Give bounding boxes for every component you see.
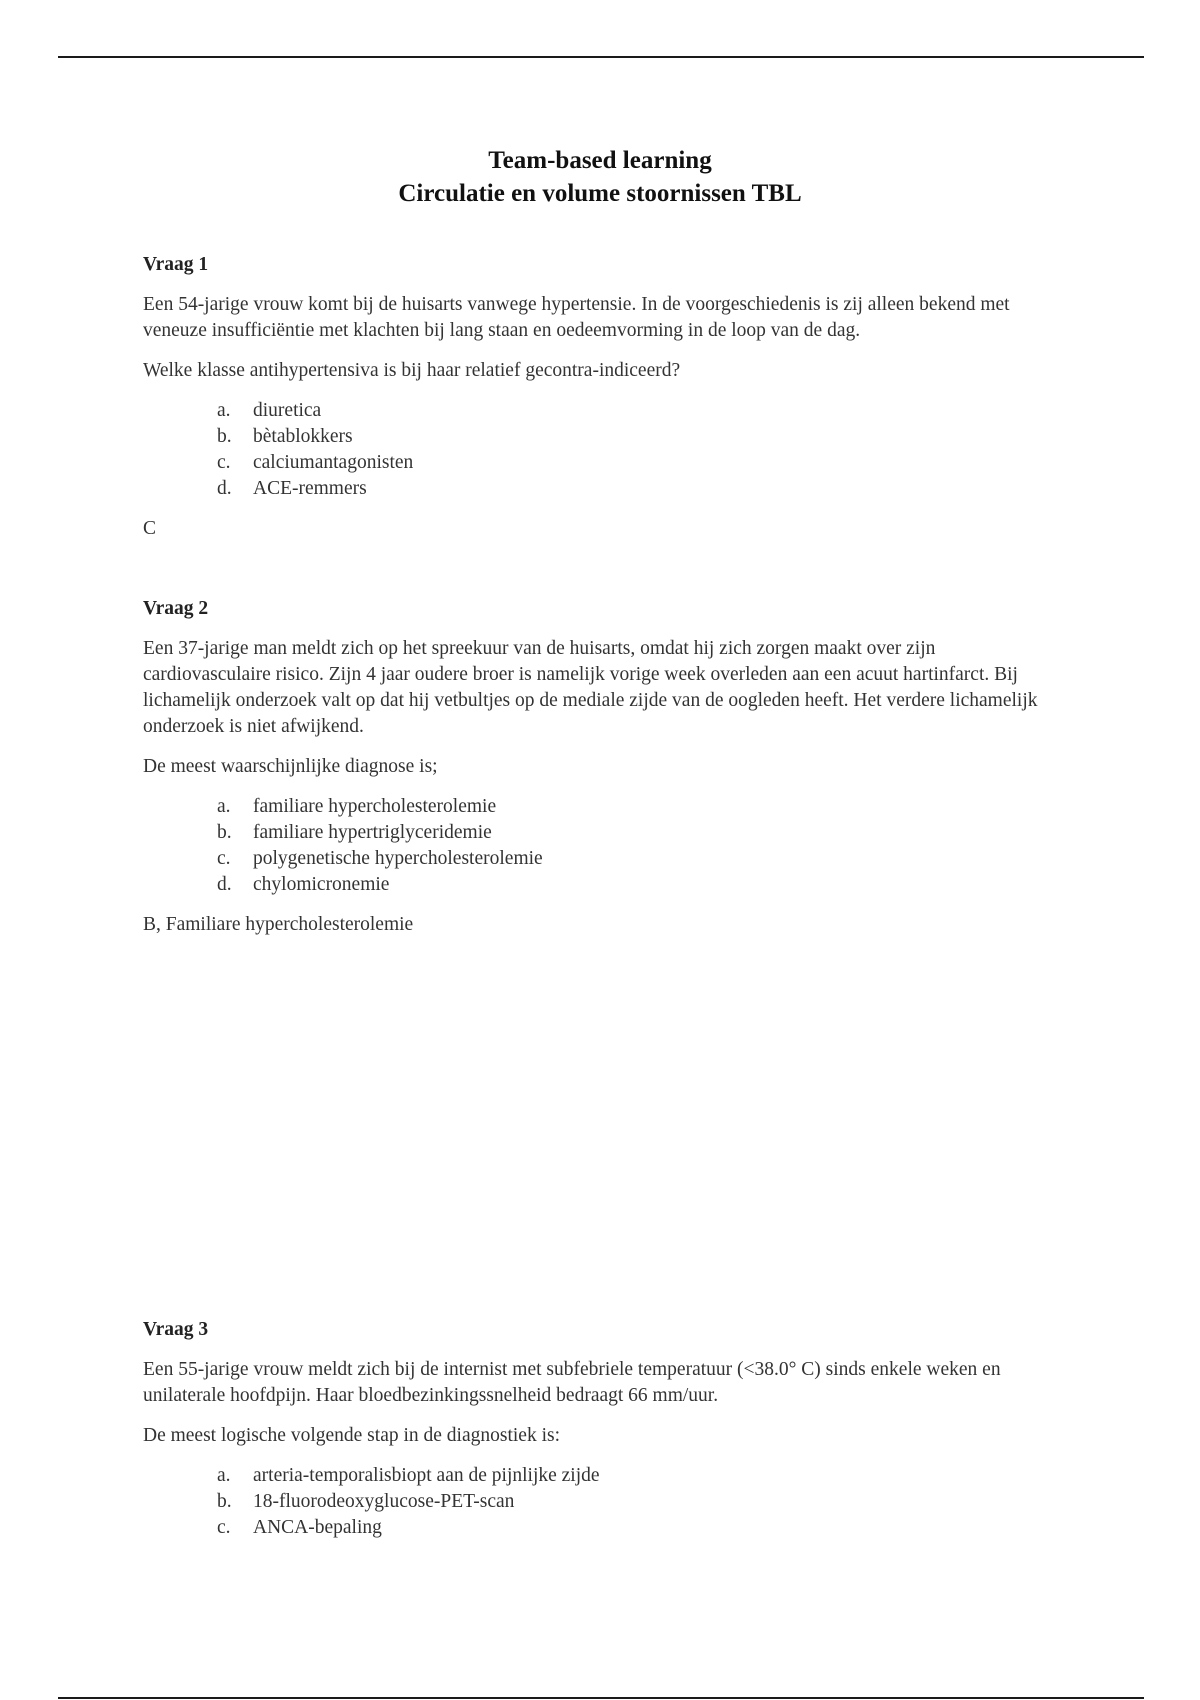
answer-text: C (143, 518, 157, 539)
option-text: chylomicronemie (253, 874, 390, 895)
option-text: arteria-temporalisbiopt aan de pijnlijke zijde (253, 1465, 600, 1486)
question-1 (143, 252, 1063, 556)
question-heading: Vraag 3 (143, 1319, 209, 1340)
option-list (143, 398, 1063, 502)
option-text: ACE-remmers (253, 478, 367, 499)
question-case: Een 37-jarige man meldt zich op het spreekuur van de huisarts, omdat hij zich zorgen maakt over zijn cardiovasculaire risico. Zijn 4 jaar oudere broer is namelijk vorige week overleden aan een acuut hartinfarct. Bij lichamelijk onderzoek valt op dat hij vetbultjes op de mediale zijde van de oogleden heeft. Het verdere lichamelijk onderzoek is niet afwijkend. (143, 638, 1038, 737)
option-letter: c. (217, 1517, 231, 1538)
option-item (217, 1489, 1063, 1515)
header-rule (58, 56, 1144, 58)
option-letter: c. (217, 452, 231, 473)
option-text: familiare hypertriglyceridemie (253, 822, 492, 843)
title-line-2: Circulatie en volume stoornissen TBL (398, 180, 802, 207)
document-title (0, 144, 1200, 210)
option-text: 18-fluorodeoxyglucose-PET-scan (253, 1491, 515, 1512)
option-item (217, 1515, 1063, 1541)
footer-rule (58, 1697, 1144, 1699)
option-item (217, 846, 1063, 872)
question-case: Een 54-jarige vrouw komt bij de huisarts vanwege hypertensie. In de voorgeschiedenis is zij alleen bekend met veneuze insufficiëntie met klachten bij lang staan en oedeemvorming in de loop van de dag. (143, 294, 1010, 341)
option-letter: b. (217, 822, 232, 843)
option-letter: a. (217, 796, 231, 817)
question-3 (143, 1317, 1063, 1555)
option-letter: b. (217, 1491, 232, 1512)
answer-text: B, Familiare hypercholesterolemie (143, 914, 414, 935)
option-letter: a. (217, 400, 231, 421)
option-item (217, 1463, 1063, 1489)
question-case: Een 55-jarige vrouw meldt zich bij de internist met subfebriele temperatuur (<38.0° C) sinds enkele weken en unilaterale hoofdpijn. Haar bloedbezinkingssnelheid bedraagt 66 mm/uur. (143, 1359, 1001, 1406)
option-item (217, 872, 1063, 898)
question-prompt: De meest waarschijnlijke diagnose is; (143, 756, 438, 777)
option-list (143, 1463, 1063, 1541)
option-list (143, 794, 1063, 898)
option-text: polygenetische hypercholesterolemie (253, 848, 543, 869)
option-item (217, 398, 1063, 424)
option-letter: a. (217, 1465, 231, 1486)
option-text: familiare hypercholesterolemie (253, 796, 497, 817)
option-item (217, 794, 1063, 820)
question-heading: Vraag 2 (143, 598, 209, 619)
option-item (217, 450, 1063, 476)
option-letter: c. (217, 848, 231, 869)
option-text: bètablokkers (253, 426, 353, 447)
title-line-1: Team-based learning (488, 147, 712, 174)
question-prompt: De meest logische volgende stap in de diagnostiek is: (143, 1425, 560, 1446)
option-text: diuretica (253, 400, 322, 421)
question-heading: Vraag 1 (143, 254, 209, 275)
question-prompt: Welke klasse antihypertensiva is bij haar relatief gecontra-indiceerd? (143, 360, 681, 381)
option-letter: d. (217, 478, 232, 499)
option-letter: b. (217, 426, 232, 447)
option-item (217, 820, 1063, 846)
option-item (217, 424, 1063, 450)
option-item (217, 476, 1063, 502)
option-text: ANCA-bepaling (253, 1517, 382, 1538)
option-text: calciumantagonisten (253, 452, 414, 473)
option-letter: d. (217, 874, 232, 895)
question-2 (143, 596, 1063, 952)
